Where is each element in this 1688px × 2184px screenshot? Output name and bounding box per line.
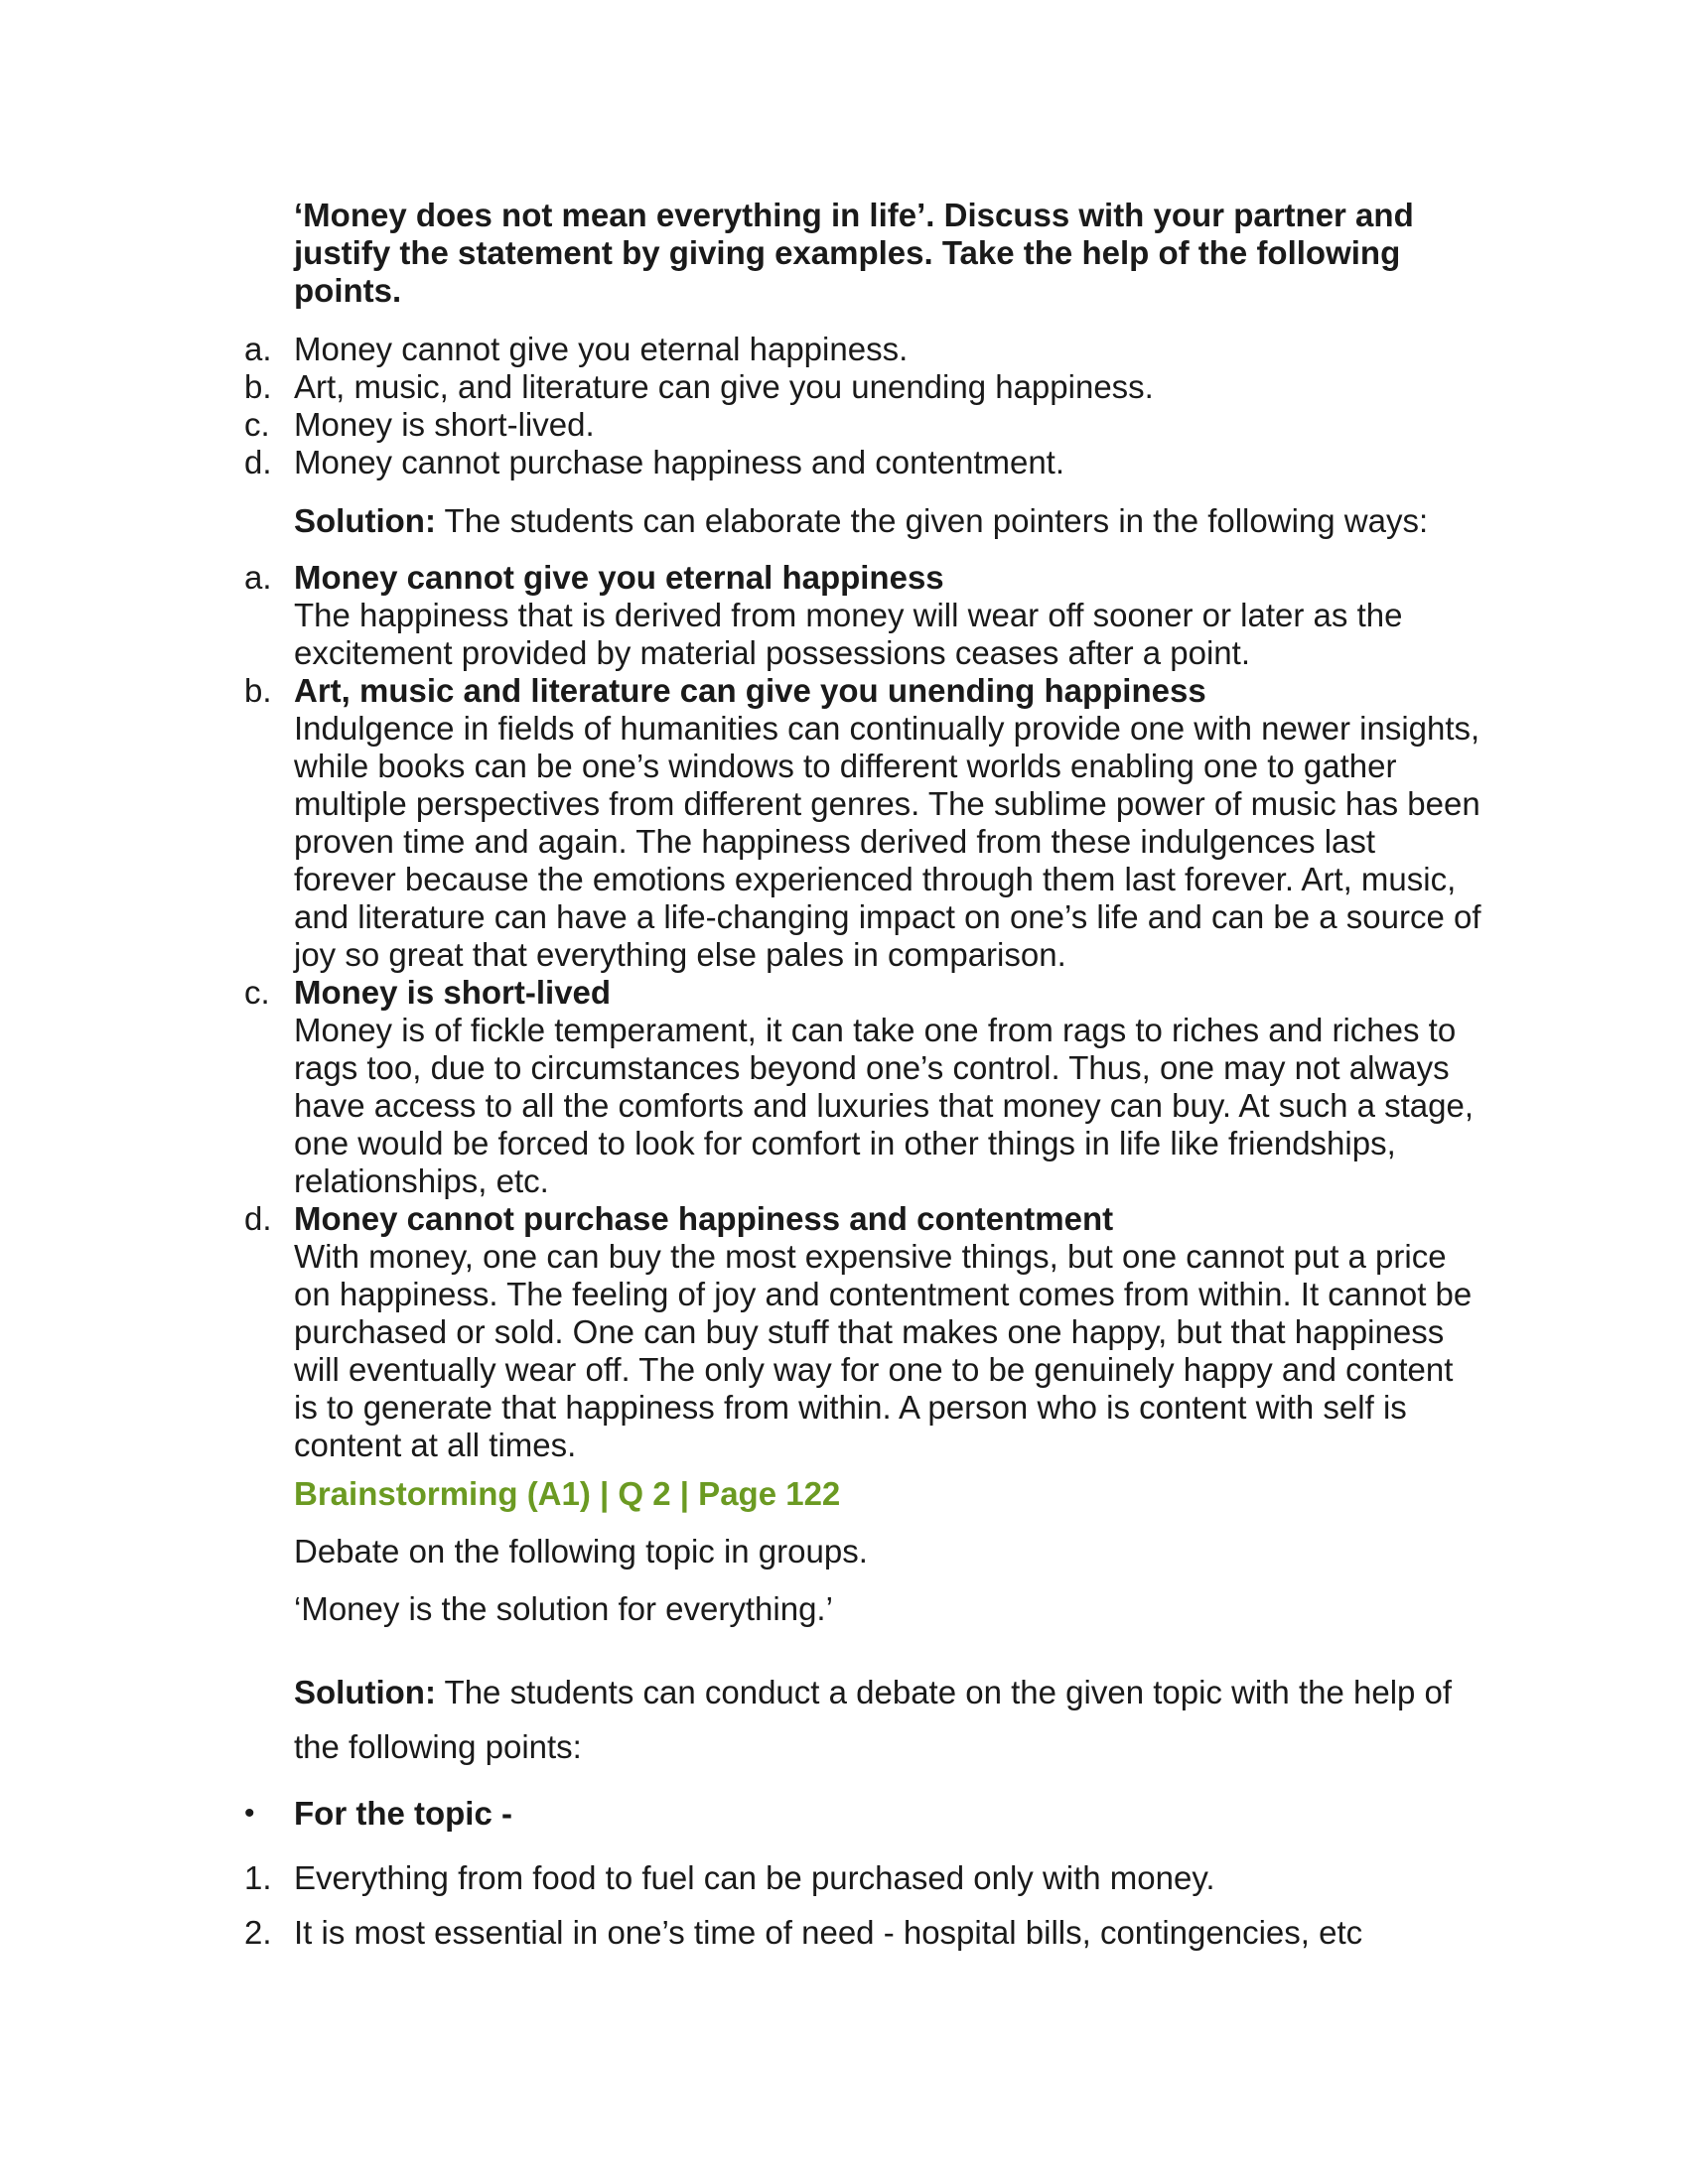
solution-paragraph: [294, 502, 1485, 540]
list-item-text: Money cannot purchase happiness and contentment.: [294, 444, 1065, 480]
list-marker: d.: [244, 444, 272, 480]
list-item: [0, 406, 1485, 444]
list-marker: c.: [244, 974, 270, 1011]
list-item-text: Everything from food to fuel can be purchased only with money.: [294, 1859, 1215, 1896]
list-marker: b.: [244, 368, 272, 405]
numbered-list: [0, 1850, 1688, 1960]
list-marker: a.: [244, 559, 272, 596]
list-item: [0, 672, 1485, 974]
question-intro: ‘Money does not mean everything in life’. Discuss with your partner and justify the statement by giving examples. Take the help of the following points.: [294, 197, 1414, 309]
list-item: [0, 1850, 1485, 1905]
list-item-text: Money cannot give you eternal happiness.: [294, 331, 909, 367]
bullet-marker: •: [244, 1797, 255, 1830]
section-heading: Brainstorming (A1) | Q 2 | Page 122: [294, 1475, 841, 1512]
debate-instruction: Debate on the following topic in groups.: [294, 1533, 868, 1570]
elaboration-body: Indulgence in fields of humanities can continually provide one with newer insights, while books can be one’s windows to different worlds enabling one to gather multiple perspectives from different genres. The sublime power of music has been proven time and again. The happiness derived from these indulgences last forever because the emotions experienced through them last forever. Art, music, and literature can have a life-changing impact on one’s life and can be a source of joy so great that everything else pales in comparison.: [294, 710, 1481, 973]
elaboration-title: Money is short-lived: [294, 974, 612, 1011]
list-item: [0, 444, 1485, 481]
list-item: [0, 368, 1485, 406]
list-item: [0, 331, 1485, 368]
debate-topic: ‘Money is the solution for everything.’: [294, 1590, 833, 1627]
list-marker: a.: [244, 331, 272, 367]
list-item: [0, 1905, 1485, 1960]
list-item: [0, 559, 1485, 672]
elaboration-title: Art, music and literature can give you unending happiness: [294, 672, 1206, 709]
list-item-text: Art, music, and literature can give you unending happiness.: [294, 368, 1154, 405]
list-marker: c.: [244, 406, 270, 443]
elaboration-list: [0, 559, 1688, 1464]
elaboration-title: Money cannot give you eternal happiness: [294, 559, 944, 596]
list-item: [0, 1200, 1485, 1464]
solution-label: Solution:: [294, 1674, 436, 1710]
solution-paragraph: [294, 1665, 1495, 1774]
elaboration-body: With money, one can buy the most expensive things, but one cannot put a price on happiness. The feeling of joy and contentment comes from within. It cannot be purchased or sold. One can buy stuff that makes one happy, but that happiness will eventually wear off. The only way for one to be genuinely happy and content is to generate that happiness from within. A person who is content with self is content at all times.: [294, 1238, 1473, 1463]
list-marker: b.: [244, 672, 272, 709]
solution-text: The students can elaborate the given pointers in the following ways:: [435, 502, 1429, 539]
list-item: [0, 1795, 1485, 1833]
elaboration-body: The happiness that is derived from money will wear off sooner or later as the excitement provided by material possessions ceases after a point.: [294, 597, 1403, 671]
for-topic-label: For the topic -: [294, 1795, 512, 1832]
list-item-text: Money is short-lived.: [294, 406, 595, 443]
solution-label: Solution:: [294, 502, 436, 539]
pointer-list: [0, 331, 1688, 481]
list-marker: d.: [244, 1200, 272, 1237]
for-topic-list: [0, 1795, 1688, 1833]
list-marker: 1.: [244, 1859, 272, 1896]
elaboration-title: Money cannot purchase happiness and contentment: [294, 1200, 1114, 1237]
solution-text: The students can conduct a debate on the given topic with the help of the following points:: [294, 1674, 1453, 1765]
list-item: [0, 974, 1485, 1200]
list-item-text: It is most essential in one’s time of need - hospital bills, contingencies, etc: [294, 1914, 1363, 1951]
elaboration-body: Money is of fickle temperament, it can take one from rags to riches and riches to rags too, due to circumstances beyond one’s control. Thus, one may not always have access to all the comforts and luxuries that money can buy. At such a stage, one would be forced to look for comfort in other things in life like friendships, relationships, etc.: [294, 1012, 1475, 1199]
list-marker: 2.: [244, 1914, 272, 1951]
